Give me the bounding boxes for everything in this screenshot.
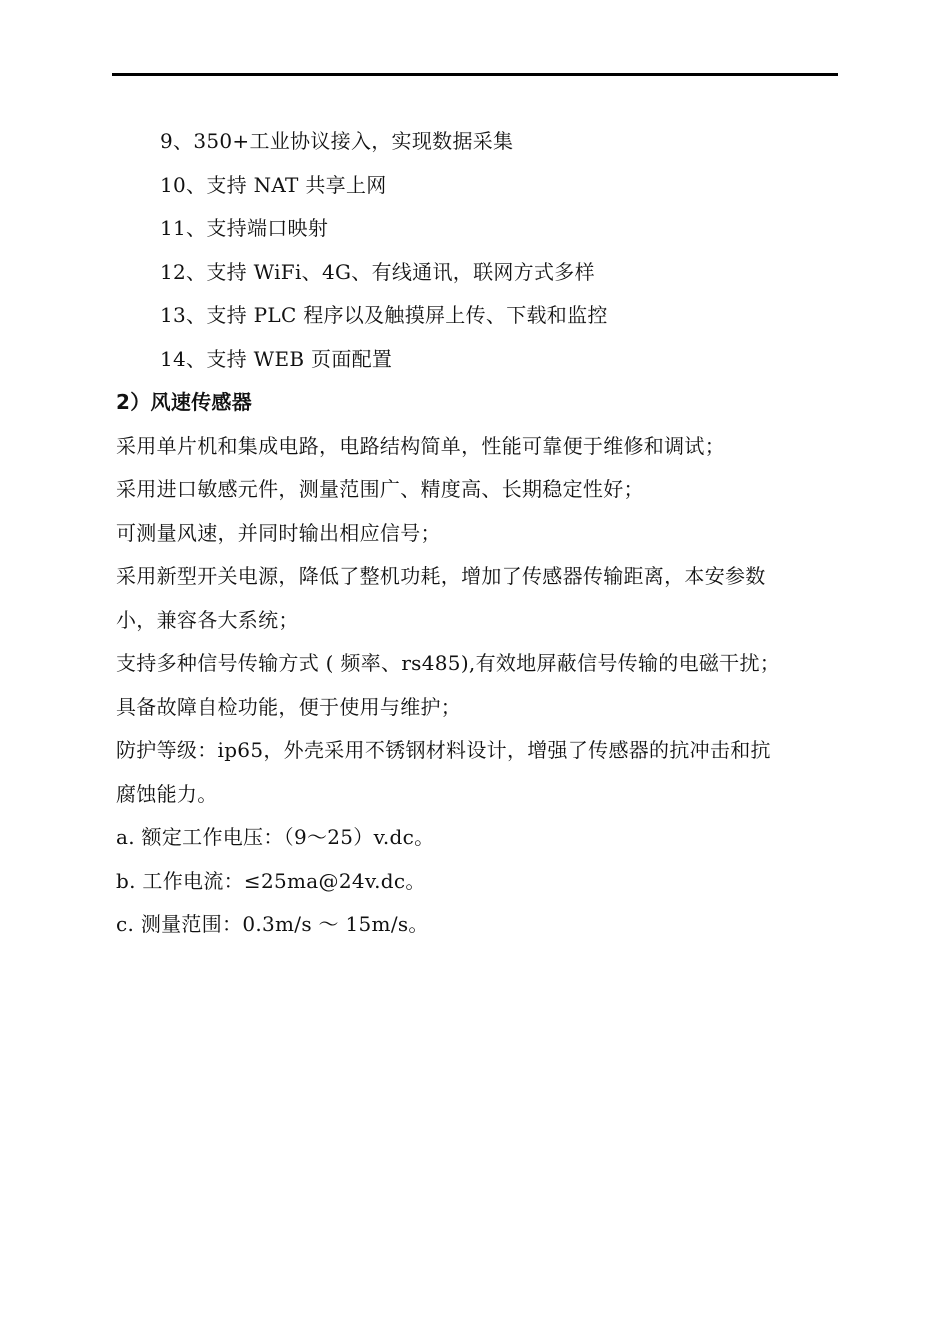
paragraph-line: 防护等级：ip65，外壳采用不锈钢材料设计，增强了传感器的抗冲击和抗	[116, 738, 771, 762]
paragraph-line: 采用新型开关电源，降低了整机功耗，增加了传感器传输距离，本安参数	[116, 564, 766, 588]
header-rule	[112, 73, 838, 76]
spec-item-current: b. 工作电流：≤25ma@24v.dc。	[116, 868, 426, 893]
paragraph-line: 采用单片机和集成电路，电路结构简单，性能可靠便于维修和调试；	[116, 433, 725, 458]
numbered-item-10: 10、支持 NAT 共享上网	[160, 172, 387, 197]
numbered-item-11: 11、支持端口映射	[160, 216, 329, 240]
spec-item-range: c. 测量范围：0.3m/s ～ 15m/s。	[116, 912, 429, 936]
numbered-item-9: 9、350+工业协议接入，实现数据采集	[160, 129, 514, 153]
paragraph-line: 具备故障自检功能，便于使用与维护；	[116, 694, 462, 719]
paragraph-line: 采用进口敏感元件，测量范围广、精度高、长期稳定性好；	[116, 477, 644, 501]
paragraph-line: 腐蚀能力。	[116, 781, 218, 806]
paragraph-line: 支持多种信号传输方式 ( 频率、rs485),有效地屏蔽信号传输的电磁干扰；	[116, 651, 781, 675]
document-body	[116, 120, 838, 947]
paragraph-line: 可测量风速，并同时输出相应信号；	[116, 520, 441, 545]
paragraph-line: 小，兼容各大系统；	[116, 607, 299, 632]
numbered-item-14: 14、支持 WEB 页面配置	[160, 346, 393, 371]
numbered-item-13: 13、支持 PLC 程序以及触摸屏上传、下载和监控	[160, 303, 608, 327]
spec-item-voltage: a. 额定工作电压：（9～25）v.dc。	[116, 825, 435, 849]
numbered-item-12: 12、支持 WiFi、4G、有线通讯，联网方式多样	[160, 259, 595, 284]
section-heading: 2）风速传感器	[116, 390, 253, 414]
